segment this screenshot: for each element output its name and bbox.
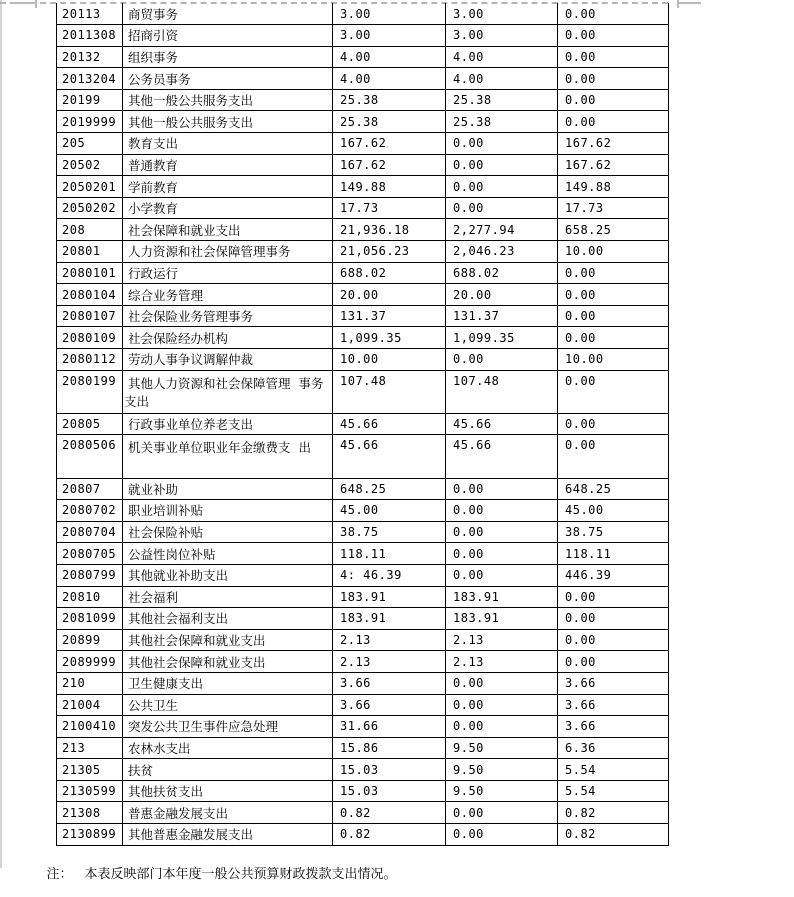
table-row [57,435,669,478]
name-cell [123,111,333,133]
name-line-1: 其他人力资源和社会保障管理 事务 [128,375,324,391]
value-cell-2: 2.13 [446,629,558,651]
value-cell-2: 3.00 [446,3,558,25]
table-row [57,543,669,565]
value-cell-3: 0.00 [558,586,669,608]
code-cell: 20132 [57,46,123,68]
value-cell-1: 183.91 [333,608,446,630]
name-line-1: 行政事业单位养老支出 [128,417,254,433]
page-margin-tick-left [35,0,37,8]
name-line-1: 社会保险业务管理事务 [128,309,254,325]
code-cell: 210 [57,672,123,694]
value-cell-1: 183.91 [333,586,446,608]
code-cell: 2050201 [57,176,123,198]
table-row [57,176,669,198]
value-cell-1: 2.13 [333,629,446,651]
table-row [57,824,669,846]
value-cell-3: 0.00 [558,629,669,651]
footnote [30,848,397,897]
value-cell-3: 0.00 [558,111,669,133]
table-row [57,608,669,630]
value-cell-1: 107.48 [333,370,446,413]
name-cell [123,305,333,327]
code-cell: 2130599 [57,780,123,802]
name-line-1: 突发公共卫生事件应急处理 [128,719,279,735]
value-cell-2: 9.50 [446,780,558,802]
name-line-1: 职业培训补贴 [128,503,204,519]
name-cell [123,759,333,781]
name-line-1: 综合业务管理 [128,287,204,303]
value-cell-3: 6.36 [558,737,669,759]
value-cell-2: 183.91 [446,586,558,608]
name-cell [123,780,333,802]
name-line-1: 其他社会福利支出 [128,611,229,627]
value-cell-1: 1,099.35 [333,327,446,349]
value-cell-3: 0.00 [558,651,669,673]
table-row [57,284,669,306]
code-cell: 20502 [57,154,123,176]
value-cell-1: 118.11 [333,543,446,565]
name-cell [123,349,333,371]
value-cell-3: 0.00 [558,305,669,327]
name-cell [123,284,333,306]
name-line-1: 其他扶贫支出 [128,784,204,800]
name-cell [123,327,333,349]
value-cell-2: 2,277.94 [446,219,558,241]
value-cell-1: 10.00 [333,349,446,371]
value-cell-2: 1,099.35 [446,327,558,349]
name-line-1: 机关事业单位职业年金缴费支 出 [128,440,311,456]
name-line-1: 其他一般公共服务支出 [128,93,254,109]
budget-expenditure-table [56,3,669,846]
code-cell: 2080799 [57,564,123,586]
code-cell: 2080199 [57,370,123,413]
value-cell-1: 21,056.23 [333,241,446,263]
value-cell-2: 0.00 [446,672,558,694]
table-row [57,25,669,47]
name-cell [123,219,333,241]
table-row [57,521,669,543]
value-cell-1: 131.37 [333,305,446,327]
value-cell-2: 0.00 [446,543,558,565]
table-row [57,262,669,284]
name-cell [123,543,333,565]
table-row [57,327,669,349]
name-cell [123,737,333,759]
table-row [57,305,669,327]
value-cell-2: 0.00 [446,564,558,586]
name-cell [123,608,333,630]
value-cell-3: 0.00 [558,413,669,435]
code-cell: 2080109 [57,327,123,349]
value-cell-1: 688.02 [333,262,446,284]
code-cell: 2019999 [57,111,123,133]
code-cell: 2080107 [57,305,123,327]
name-cell [123,694,333,716]
value-cell-2: 131.37 [446,305,558,327]
code-cell: 208 [57,219,123,241]
code-cell: 2080704 [57,521,123,543]
value-cell-1: 2.13 [333,651,446,673]
value-cell-3: 5.54 [558,759,669,781]
table-row [57,716,669,738]
name-line-2: 支出 [124,393,150,409]
code-cell: 20801 [57,241,123,263]
value-cell-2: 3.00 [446,25,558,47]
table-row [57,349,669,371]
code-cell: 2080101 [57,262,123,284]
value-cell-3: 17.73 [558,197,669,219]
name-line-1: 学前教育 [128,179,179,195]
code-cell: 2100410 [57,716,123,738]
name-line-1: 其他普惠金融发展支出 [128,827,254,843]
name-line-1: 扶贫 [128,762,154,778]
code-cell: 205 [57,133,123,155]
name-line-1: 普惠金融发展支出 [128,805,229,821]
value-cell-2: 45.66 [446,435,558,478]
name-cell [123,413,333,435]
value-cell-1: 20.00 [333,284,446,306]
value-cell-2: 9.50 [446,737,558,759]
value-cell-3: 167.62 [558,133,669,155]
name-line-1: 人力资源和社会保障管理事务 [128,244,291,260]
value-cell-1: 3.00 [333,25,446,47]
name-cell [123,672,333,694]
name-cell [123,241,333,263]
value-cell-1: 15.03 [333,780,446,802]
name-line-1: 行政运行 [128,265,179,281]
name-cell [123,586,333,608]
name-cell [123,154,333,176]
value-cell-2: 0.00 [446,694,558,716]
name-line-1: 招商引资 [128,28,179,44]
table-row [57,500,669,522]
name-line-1: 其他一般公共服务支出 [128,114,254,130]
value-cell-3: 0.82 [558,824,669,846]
name-line-1: 公共卫生 [128,697,179,713]
table-row [57,197,669,219]
value-cell-2: 45.66 [446,413,558,435]
footnote-text: 本表反映部门本年度一般公共预算财政拨款支出情况。 [84,867,397,882]
value-cell-1: 4.00 [333,46,446,68]
value-cell-2: 0.00 [446,802,558,824]
code-cell: 213 [57,737,123,759]
value-cell-2: 183.91 [446,608,558,630]
name-line-1: 其他社会保障和就业支出 [128,654,266,670]
value-cell-3: 0.00 [558,262,669,284]
value-cell-2: 0.00 [446,824,558,846]
code-cell: 20805 [57,413,123,435]
value-cell-3: 10.00 [558,241,669,263]
code-cell: 2080702 [57,500,123,522]
name-line-1: 社会保险补贴 [128,525,204,541]
name-line-1: 公务员事务 [128,71,191,87]
name-line-1: 农林水支出 [128,740,191,756]
value-cell-2: 107.48 [446,370,558,413]
name-cell [123,25,333,47]
code-cell: 2011308 [57,25,123,47]
value-cell-1: 167.62 [333,133,446,155]
value-cell-3: 658.25 [558,219,669,241]
value-cell-1: 4.00 [333,68,446,90]
name-cell [123,89,333,111]
name-line-1: 社会保障和就业支出 [128,222,241,238]
value-cell-3: 3.66 [558,672,669,694]
code-cell: 2080112 [57,349,123,371]
table-row [57,759,669,781]
value-cell-1: 648.25 [333,478,446,500]
value-cell-1: 15.86 [333,737,446,759]
table-row [57,3,669,25]
name-cell [123,370,333,413]
code-cell: 21004 [57,694,123,716]
value-cell-3: 0.00 [558,608,669,630]
code-cell: 2050202 [57,197,123,219]
value-cell-2: 0.00 [446,349,558,371]
value-cell-3: 5.54 [558,780,669,802]
value-cell-2: 20.00 [446,284,558,306]
value-cell-1: 3.66 [333,672,446,694]
value-cell-3: 0.00 [558,327,669,349]
table-row [57,478,669,500]
value-cell-2: 25.38 [446,89,558,111]
name-cell [123,651,333,673]
value-cell-2: 0.00 [446,176,558,198]
table-row [57,133,669,155]
value-cell-3: 0.00 [558,284,669,306]
name-cell [123,716,333,738]
code-cell: 2089999 [57,651,123,673]
footnote-label: 注： [46,867,73,882]
value-cell-1: 15.03 [333,759,446,781]
table-row [57,68,669,90]
code-cell: 20113 [57,3,123,25]
value-cell-3: 0.00 [558,46,669,68]
code-cell: 2080104 [57,284,123,306]
value-cell-3: 3.66 [558,716,669,738]
value-cell-3: 446.39 [558,564,669,586]
value-cell-2: 25.38 [446,111,558,133]
table-row [57,46,669,68]
value-cell-3: 3.66 [558,694,669,716]
value-cell-3: 45.00 [558,500,669,522]
window-left-border [0,0,2,868]
table-row [57,672,669,694]
value-cell-1: 38.75 [333,521,446,543]
value-cell-1: 149.88 [333,176,446,198]
name-line-1: 商贸事务 [128,6,179,22]
value-cell-1: 45.00 [333,500,446,522]
value-cell-2: 2,046.23 [446,241,558,263]
value-cell-3: 167.62 [558,154,669,176]
table-row [57,154,669,176]
code-cell: 2013204 [57,68,123,90]
code-cell: 2080506 [57,435,123,478]
table-row [57,89,669,111]
name-line-1: 卫生健康支出 [128,676,204,692]
name-line-1: 其他社会保障和就业支出 [128,633,266,649]
value-cell-2: 0.00 [446,716,558,738]
value-cell-3: 149.88 [558,176,669,198]
value-cell-3: 0.00 [558,68,669,90]
value-cell-3: 0.00 [558,435,669,478]
value-cell-2: 0.00 [446,154,558,176]
value-cell-3: 0.00 [558,3,669,25]
value-cell-2: 4.00 [446,46,558,68]
page-margin-mark-right [677,2,701,4]
code-cell: 20810 [57,586,123,608]
value-cell-1: 21,936.18 [333,219,446,241]
name-cell [123,824,333,846]
value-cell-1: 17.73 [333,197,446,219]
name-cell [123,3,333,25]
name-line-1: 组织事务 [128,49,179,65]
value-cell-2: 2.13 [446,651,558,673]
value-cell-1: 3.66 [333,694,446,716]
value-cell-3: 648.25 [558,478,669,500]
table-row [57,413,669,435]
name-cell [123,133,333,155]
value-cell-1: 45.66 [333,413,446,435]
name-cell [123,521,333,543]
value-cell-3: 0.00 [558,89,669,111]
name-line-1: 劳动人事争议调解仲裁 [128,352,254,368]
code-cell: 2130899 [57,824,123,846]
name-cell [123,500,333,522]
code-cell: 20899 [57,629,123,651]
name-cell [123,197,333,219]
table-row [57,370,669,413]
name-cell [123,802,333,824]
value-cell-1: 167.62 [333,154,446,176]
code-cell: 21305 [57,759,123,781]
value-cell-1: 31.66 [333,716,446,738]
value-cell-3: 0.82 [558,802,669,824]
name-cell [123,46,333,68]
value-cell-1: 25.38 [333,111,446,133]
code-cell: 21308 [57,802,123,824]
value-cell-3: 118.11 [558,543,669,565]
value-cell-2: 0.00 [446,500,558,522]
table-row [57,564,669,586]
table-row [57,737,669,759]
code-cell: 2081099 [57,608,123,630]
code-cell: 20807 [57,478,123,500]
value-cell-2: 688.02 [446,262,558,284]
value-cell-2: 0.00 [446,133,558,155]
value-cell-2: 0.00 [446,197,558,219]
table-row [57,780,669,802]
name-line-1: 公益性岗位补贴 [128,546,216,562]
value-cell-1: 0.82 [333,802,446,824]
table-row [57,694,669,716]
value-cell-2: 0.00 [446,521,558,543]
name-line-1: 小学教育 [128,201,179,217]
budget-table-body [57,3,669,845]
name-line-1: 就业补助 [128,481,179,497]
code-cell: 20199 [57,89,123,111]
name-line-1: 社会保险经办机构 [128,330,229,346]
table-row [57,802,669,824]
name-cell [123,478,333,500]
value-cell-2: 9.50 [446,759,558,781]
value-cell-3: 0.00 [558,25,669,47]
name-cell [123,68,333,90]
name-cell [123,176,333,198]
name-cell [123,564,333,586]
value-cell-3: 38.75 [558,521,669,543]
name-line-1: 普通教育 [128,157,179,173]
value-cell-1: 4: 46.39 [333,564,446,586]
name-line-1: 其他就业补助支出 [128,568,229,584]
table-row [57,219,669,241]
name-line-1: 社会福利 [128,589,179,605]
page-margin-tick-right [677,0,679,8]
table-row [57,241,669,263]
name-line-1: 教育支出 [128,136,179,152]
table-row [57,111,669,133]
value-cell-1: 45.66 [333,435,446,478]
table-row [57,586,669,608]
value-cell-1: 3.00 [333,3,446,25]
code-cell: 2080705 [57,543,123,565]
value-cell-3: 10.00 [558,349,669,371]
value-cell-1: 25.38 [333,89,446,111]
value-cell-2: 0.00 [446,478,558,500]
value-cell-2: 4.00 [446,68,558,90]
table-row [57,629,669,651]
name-cell [123,629,333,651]
value-cell-1: 0.82 [333,824,446,846]
name-cell [123,262,333,284]
page-margin-mark-left [13,2,37,4]
table-row [57,651,669,673]
value-cell-3: 0.00 [558,370,669,413]
name-cell [123,435,333,478]
